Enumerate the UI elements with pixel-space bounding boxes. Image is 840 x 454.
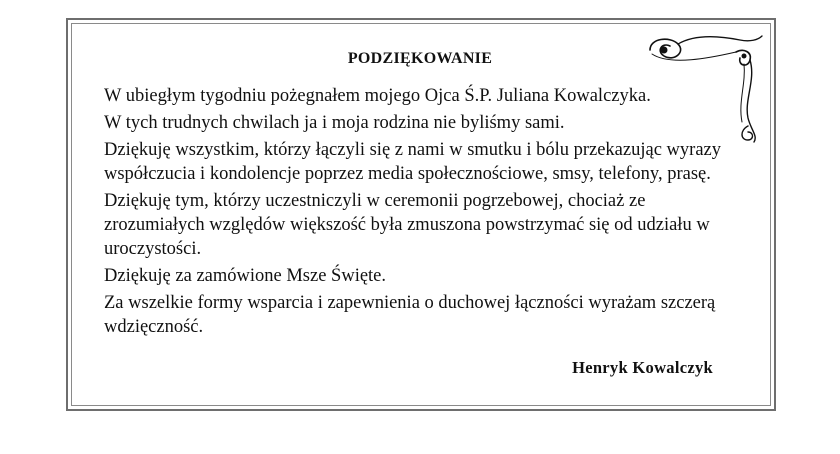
notice-paragraph: Dziękuję wszystkim, którzy łączyli się z nami w smutku i bólu przekazując wyrazy współczucia i kondolencje poprzez media społecznościowe, smsy, telefony, prasę. bbox=[104, 140, 721, 184]
notice-signature: Henryk Kowalczyk bbox=[572, 358, 713, 377]
notice-paragraph: W ubiegłym tygodniu pożegnałem mojego Ojca Ś.P. Juliana Kowalczyka. bbox=[104, 86, 651, 106]
notice-paragraph: Dziękuję za zamówione Msze Święte. bbox=[104, 266, 387, 286]
notice-paragraph: W tych trudnych chwilach ja i moja rodzina nie byliśmy sami. bbox=[104, 113, 565, 133]
notice-title: PODZIĘKOWANIE bbox=[347, 50, 493, 67]
notice-paragraph: Za wszelkie formy wsparcia i zapewnienia o duchowej łączności wyrażam szczerą wdzięczność. bbox=[104, 293, 716, 337]
notice-body bbox=[104, 84, 724, 342]
notice-paragraph: Dziękuję tym, którzy uczestniczyli w ceremonii pogrzebowej, chociaż ze zrozumiałych względów większość była zmuszona powstrzymać się od udziału w uroczystości. bbox=[104, 191, 710, 259]
